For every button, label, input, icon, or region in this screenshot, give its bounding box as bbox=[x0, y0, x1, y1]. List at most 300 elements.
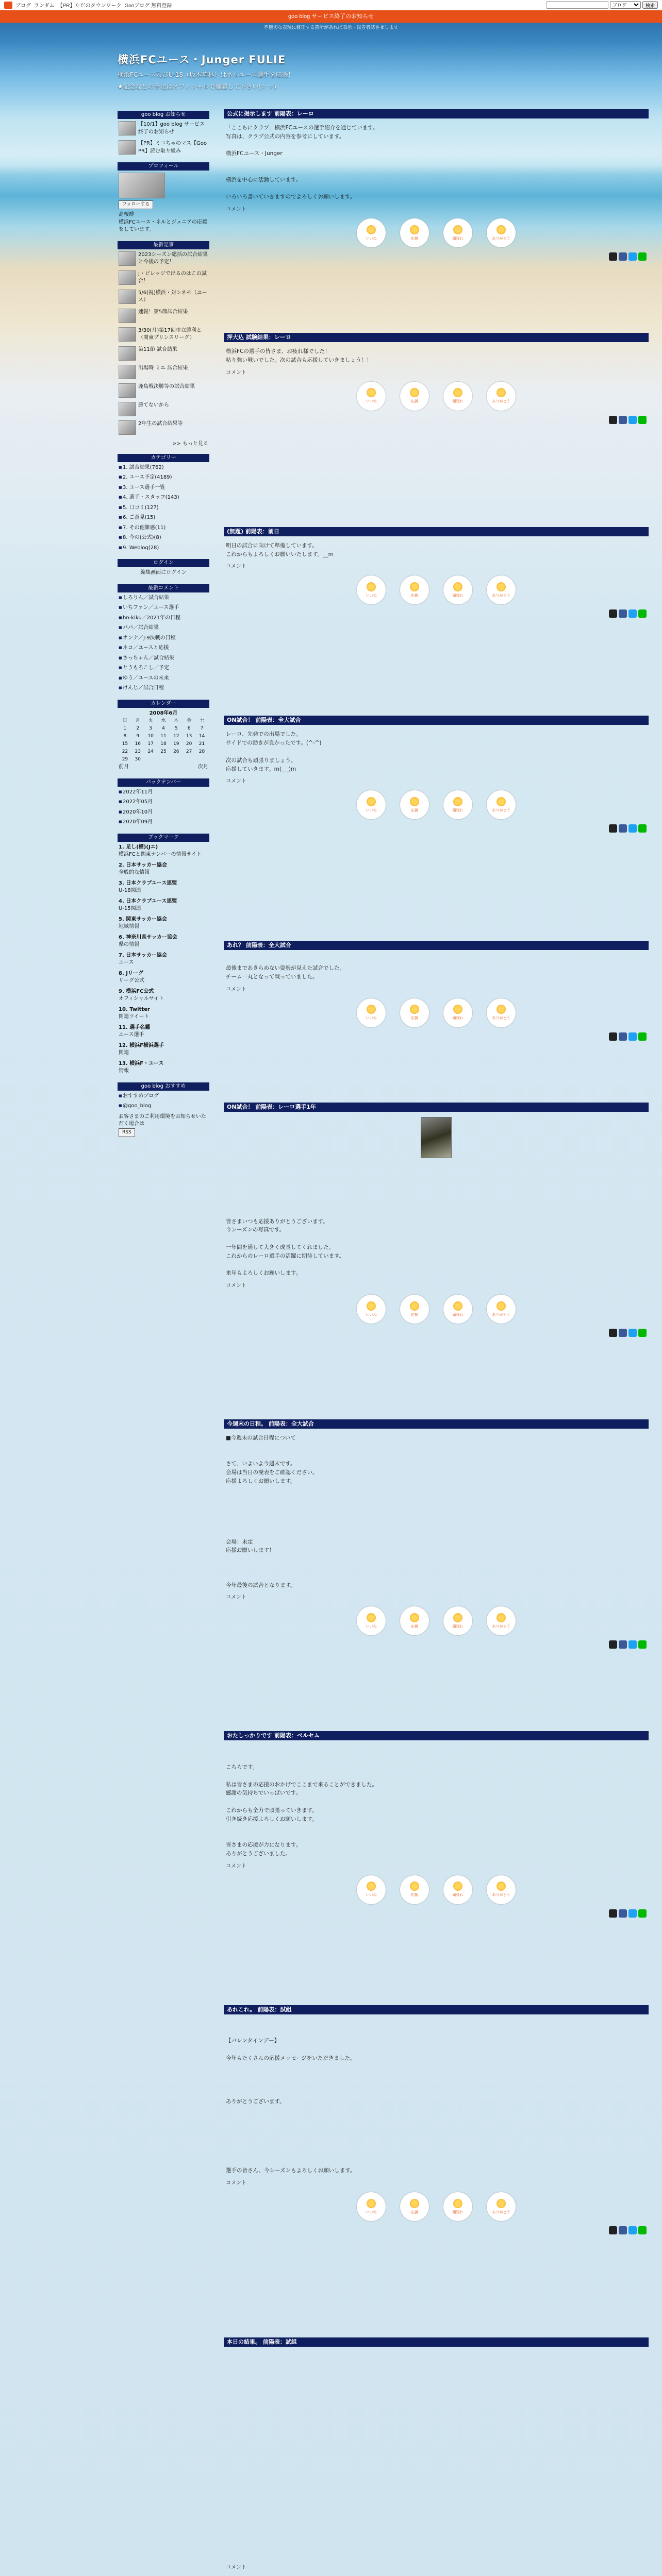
share-facebook-icon[interactable] bbox=[619, 609, 627, 618]
reaction-stamp[interactable] bbox=[400, 790, 429, 819]
reaction-stamp[interactable] bbox=[400, 1295, 429, 1324]
sidebar bbox=[118, 111, 209, 1144]
bookmark-link[interactable]: 7. 日本サッカー協会 bbox=[119, 952, 168, 958]
stamp-label: 応援 bbox=[411, 808, 418, 812]
calendar-day[interactable]: 1 bbox=[123, 726, 127, 732]
bookmark-item bbox=[119, 898, 208, 913]
stamp-icon bbox=[453, 2199, 462, 2208]
share-twitter-icon[interactable] bbox=[628, 609, 637, 618]
backnumber-item[interactable]: ■ 2020年09月 bbox=[119, 819, 208, 826]
entry-title[interactable]: (無題) 前陽表：前日 bbox=[224, 527, 649, 536]
calendar-day[interactable]: 22 bbox=[122, 749, 128, 755]
share-facebook-icon[interactable] bbox=[619, 824, 627, 833]
recent-post-item[interactable] bbox=[119, 402, 208, 416]
calendar-day bbox=[195, 756, 208, 764]
entry-body: 最後まであきらめない姿勢が見えた試合でした。 チーム一丸となって戦っていました。 bbox=[226, 965, 345, 980]
calendar-day[interactable]: 7 bbox=[200, 726, 204, 732]
share-twitter-icon[interactable] bbox=[628, 2226, 637, 2234]
calendar-prev[interactable]: 前月 bbox=[119, 764, 129, 770]
search-input[interactable] bbox=[547, 1, 608, 9]
calendar-day[interactable]: 21 bbox=[198, 741, 205, 747]
stamp-icon bbox=[496, 1005, 506, 1014]
news-thumbnail[interactable] bbox=[119, 140, 136, 155]
recent-post-title[interactable]: 出場時 ミエ 試合結果 bbox=[138, 365, 188, 371]
stamp-label: 応援 bbox=[411, 593, 418, 598]
reaction-stamp[interactable] bbox=[400, 218, 429, 247]
reaction-stamp[interactable] bbox=[487, 575, 516, 604]
calendar-day[interactable]: 16 bbox=[135, 741, 141, 747]
calendar-day[interactable]: 26 bbox=[173, 749, 179, 755]
share-facebook-icon[interactable] bbox=[619, 1032, 627, 1041]
stamp-icon bbox=[410, 1613, 419, 1622]
calendar-day bbox=[157, 756, 170, 764]
stamp-icon bbox=[367, 797, 376, 806]
stamp-icon bbox=[367, 388, 376, 397]
entry-body: 横浜FCの選手の皆さま、お疲れ様でした！ 粘り強い戦いでした。次の試合も応援していきましょう！！ bbox=[226, 348, 372, 363]
stamp-label: いいね bbox=[366, 1312, 377, 1317]
share-line-icon[interactable] bbox=[638, 2226, 647, 2234]
comment-item[interactable]: ■ さっちゃん／試合結果 bbox=[119, 655, 208, 663]
recent-post-thumbnail[interactable] bbox=[119, 402, 136, 416]
recent-post-item[interactable] bbox=[119, 251, 208, 266]
recent-post-thumbnail[interactable] bbox=[119, 251, 136, 266]
bookmark-link[interactable]: 9. 横浜FC公式 bbox=[119, 988, 154, 994]
entry-comment-link[interactable]: コメント bbox=[226, 2565, 246, 2571]
reaction-stamp[interactable] bbox=[487, 218, 516, 247]
stamp-label: 頑張れ bbox=[452, 1624, 464, 1629]
stamp-icon bbox=[453, 225, 462, 234]
stamp-icon bbox=[410, 797, 419, 806]
category-item[interactable]: ■ 2. ユース予定(4189) bbox=[119, 474, 208, 482]
topbar-link[interactable]: 【PR】ただのタウンワーク bbox=[57, 3, 122, 9]
recent-post-title[interactable]: 勝てないから bbox=[138, 402, 169, 408]
backnumber-item[interactable]: ■ 2022年05月 bbox=[119, 799, 208, 806]
reaction-stamp[interactable] bbox=[443, 998, 472, 1027]
reaction-stamp[interactable] bbox=[487, 790, 516, 819]
calendar-day[interactable]: 8 bbox=[123, 734, 127, 739]
stamp-label: 頑張れ bbox=[452, 236, 464, 241]
category-item[interactable]: ■ 6. ご意見(15) bbox=[119, 514, 208, 522]
calendar-day[interactable]: 19 bbox=[173, 741, 179, 747]
category-item[interactable]: ■ 5. 口コミ(127) bbox=[119, 504, 208, 512]
comment-item[interactable]: ■ しろりん／試合結果 bbox=[119, 595, 208, 602]
calendar-weekday: 金 bbox=[187, 718, 192, 724]
comment-item[interactable]: ■ とうもろこし／予定 bbox=[119, 665, 208, 672]
share-facebook-icon[interactable] bbox=[619, 1329, 627, 1337]
bookmark-link[interactable]: 13. 横浜F・ユース bbox=[119, 1060, 164, 1066]
reaction-stamp[interactable] bbox=[357, 1606, 386, 1635]
entry-comment-link[interactable]: コメント bbox=[226, 207, 246, 213]
recent-post-thumbnail[interactable] bbox=[119, 383, 136, 398]
reaction-stamp[interactable] bbox=[357, 2192, 386, 2221]
reaction-stamp[interactable] bbox=[400, 2192, 429, 2221]
share-x-icon[interactable] bbox=[609, 252, 617, 261]
entry-title[interactable]: 押大込 試験結果：レーロ bbox=[224, 333, 649, 342]
stamp-label: 応援 bbox=[411, 236, 418, 241]
calendar-day[interactable]: 18 bbox=[160, 741, 167, 747]
recent-post-title[interactable]: 3/30(月)第17回市立勝利と（関東プリンスリーグ） bbox=[138, 327, 202, 341]
stamp-icon bbox=[453, 388, 462, 397]
share-line-icon[interactable] bbox=[638, 252, 647, 261]
share-facebook-icon[interactable] bbox=[619, 252, 627, 261]
reaction-stamps bbox=[224, 575, 649, 604]
news-item[interactable] bbox=[119, 121, 208, 136]
entry-title[interactable]: おたしっかりです 前陽表：ベルセム bbox=[224, 1731, 649, 1740]
news-heading: goo blog お知らせ bbox=[118, 111, 209, 119]
share-x-icon[interactable] bbox=[609, 416, 617, 424]
follow-button[interactable]: フォローする bbox=[119, 200, 153, 209]
blog-entry bbox=[224, 1419, 649, 1649]
bookmark-link[interactable]: 6. 神奈川県サッカー協会 bbox=[119, 934, 178, 940]
comment-item[interactable]: ■ オンナ／J-9決戦の日程 bbox=[119, 635, 208, 642]
comments-heading: 最新コメント bbox=[118, 584, 209, 592]
share-buttons bbox=[226, 1640, 647, 1649]
profile-text: 横浜FCユース・ネルとジュニアの応援をしています。 bbox=[119, 219, 208, 233]
share-line-icon[interactable] bbox=[638, 1640, 647, 1649]
recent-post-title[interactable]: 2023シーズン総括の試合結果と今後の予定！ bbox=[138, 251, 208, 265]
category-item[interactable]: ■ 3. ユース選手一覧 bbox=[119, 484, 208, 492]
reaction-stamp[interactable] bbox=[357, 575, 386, 604]
share-line-icon[interactable] bbox=[638, 416, 647, 424]
entry-comment-link[interactable]: コメント bbox=[226, 778, 246, 785]
comment-item[interactable]: ■ パパ／試合結果 bbox=[119, 624, 208, 632]
reaction-stamp[interactable] bbox=[357, 382, 386, 411]
calendar-day[interactable]: 13 bbox=[186, 734, 192, 739]
recent-post-item[interactable] bbox=[119, 290, 208, 304]
reaction-stamps bbox=[224, 790, 649, 819]
stamp-icon bbox=[410, 388, 419, 397]
calendar-heading: カレンダー bbox=[118, 700, 209, 708]
reaction-stamp[interactable] bbox=[357, 1295, 386, 1324]
profile-name[interactable]: 高桜酢 bbox=[119, 212, 134, 218]
bookmark-item bbox=[119, 934, 208, 949]
share-facebook-icon[interactable] bbox=[619, 1640, 627, 1649]
entry-body: ■今週末の試合日程について さて、いよいよ今週末です。 会場は当日の発表をご確認ください。 応援よろしくお願いします。 会場：未定 応援お願いします！ 今年最後の試合となります。 bbox=[226, 1435, 318, 1588]
stamp-icon bbox=[410, 1301, 419, 1311]
bookmark-link[interactable]: 12. 横浜F横浜選手 bbox=[119, 1042, 164, 1048]
stamp-icon bbox=[410, 2199, 419, 2208]
login-link[interactable]: 編集画面にログイン bbox=[140, 570, 187, 576]
share-twitter-icon[interactable] bbox=[628, 252, 637, 261]
reaction-stamp[interactable] bbox=[443, 2192, 472, 2221]
recommend-link[interactable]: ■ おすすめブログ bbox=[119, 1093, 208, 1100]
search-button[interactable]: 検索 bbox=[642, 1, 658, 9]
recent-post-item[interactable] bbox=[119, 270, 208, 285]
bookmark-desc: U-15関連 bbox=[119, 906, 141, 912]
blog-title[interactable]: 横浜FCユース・Junger FULIE bbox=[118, 54, 286, 66]
bookmark-desc: 横浜FCと関東ナンバーの情報サイト bbox=[119, 852, 202, 858]
share-line-icon[interactable] bbox=[638, 609, 647, 618]
reaction-stamp[interactable] bbox=[357, 218, 386, 247]
recent-post-item[interactable] bbox=[119, 420, 208, 435]
blog-entry bbox=[224, 1103, 649, 1337]
calendar-day[interactable]: 4 bbox=[162, 726, 165, 732]
share-x-icon[interactable] bbox=[609, 1032, 617, 1041]
share-twitter-icon[interactable] bbox=[628, 416, 637, 424]
blog-subdescription: ★記念などの予定はオフィシャルで確認して下さい(☆ ☆) bbox=[118, 83, 276, 90]
recent-post-thumbnail[interactable] bbox=[119, 420, 136, 435]
share-x-icon[interactable] bbox=[609, 1329, 617, 1337]
comment-item[interactable]: ■ hn-kiku／2021年の日程 bbox=[119, 615, 208, 622]
entry-title[interactable]: 本日の結果。 前陽表：試組 bbox=[224, 2337, 649, 2347]
profile-image[interactable] bbox=[119, 173, 165, 198]
stamp-icon bbox=[453, 1301, 462, 1311]
recent-post-thumbnail[interactable] bbox=[119, 309, 136, 323]
reaction-stamp[interactable] bbox=[357, 1875, 386, 1904]
stamp-icon bbox=[453, 1613, 462, 1622]
stamp-label: 頑張れ bbox=[452, 1016, 464, 1021]
reaction-stamp[interactable] bbox=[443, 575, 472, 604]
bookmark-link[interactable]: 3. 日本クラブユース連盟 bbox=[119, 880, 177, 886]
bookmark-box bbox=[118, 834, 209, 1075]
entry-comment-link[interactable]: コメント bbox=[226, 1283, 246, 1289]
entry-title[interactable]: あれこれ。 前陽表：試組 bbox=[224, 2005, 649, 2014]
recent-post-item[interactable] bbox=[119, 309, 208, 323]
backnumber-item[interactable]: ■ 2020年10月 bbox=[119, 809, 208, 817]
share-x-icon[interactable] bbox=[609, 2226, 617, 2234]
reaction-stamp[interactable] bbox=[400, 1875, 429, 1904]
share-x-icon[interactable] bbox=[609, 609, 617, 618]
recommend-heading: goo blog おすすめ bbox=[118, 1082, 209, 1091]
reaction-stamp[interactable] bbox=[487, 998, 516, 1027]
bookmark-link[interactable]: 11. 選手名鑑 bbox=[119, 1024, 151, 1030]
bookmark-link[interactable]: 4. 日本クラブユース連盟 bbox=[119, 898, 177, 904]
reaction-stamp[interactable] bbox=[443, 1875, 472, 1904]
bookmark-desc: ユース bbox=[119, 960, 134, 966]
recent-post-title[interactable]: J・ビレッジで出るのはこの試合！ bbox=[138, 270, 207, 284]
blog-entry bbox=[224, 941, 649, 1040]
reaction-stamp[interactable] bbox=[400, 575, 429, 604]
bookmark-link[interactable]: 5. 関東サッカー協会 bbox=[119, 916, 168, 922]
stamp-label: ありがとう bbox=[492, 1624, 510, 1629]
share-x-icon[interactable] bbox=[609, 1640, 617, 1649]
reaction-stamp[interactable] bbox=[487, 1606, 516, 1635]
reaction-stamp[interactable] bbox=[443, 1606, 472, 1635]
share-buttons bbox=[226, 609, 647, 618]
recent-post-title[interactable]: 鹿島戦決勝等の試合結果 bbox=[138, 383, 195, 389]
entry-title[interactable]: あれ？ 前陽表：全大試合 bbox=[224, 941, 649, 950]
stamp-label: いいね bbox=[366, 808, 377, 812]
calendar-day[interactable]: 14 bbox=[198, 734, 205, 739]
recent-more-link[interactable]: >> もっと見る bbox=[172, 440, 208, 447]
recommend-link[interactable]: ■ @goo_blog bbox=[119, 1103, 208, 1110]
goo-logo[interactable] bbox=[4, 2, 12, 9]
share-twitter-icon[interactable] bbox=[628, 824, 637, 833]
calendar-day[interactable]: 15 bbox=[122, 741, 128, 747]
share-twitter-icon[interactable] bbox=[628, 1909, 637, 1918]
stamp-icon bbox=[496, 1301, 506, 1311]
bookmark-item bbox=[119, 1060, 208, 1075]
bookmark-link[interactable]: 8. Jリーグ bbox=[119, 970, 143, 976]
share-line-icon[interactable] bbox=[638, 1032, 647, 1041]
calendar-day[interactable]: 20 bbox=[186, 741, 192, 747]
recent-post-title[interactable]: 速報！第5節試合結果 bbox=[138, 309, 188, 315]
category-heading: カテゴリー bbox=[118, 454, 209, 462]
stamp-icon bbox=[496, 1882, 506, 1891]
recent-post-thumbnail[interactable] bbox=[119, 346, 136, 361]
stamp-label: ありがとう bbox=[492, 593, 510, 598]
reaction-stamp[interactable] bbox=[443, 218, 472, 247]
category-item[interactable]: ■ 9. Weblog(28) bbox=[119, 545, 208, 552]
search-scope-select[interactable] bbox=[610, 1, 641, 9]
category-item[interactable]: ■ 4. 選手・スタッフ(143) bbox=[119, 494, 208, 502]
share-twitter-icon[interactable] bbox=[628, 1640, 637, 1649]
share-twitter-icon[interactable] bbox=[628, 1032, 637, 1041]
calendar-day[interactable]: 5 bbox=[174, 726, 178, 732]
category-item[interactable]: ■ 1. 試合結果(762) bbox=[119, 464, 208, 472]
recent-posts-box bbox=[118, 241, 209, 447]
topbar-link[interactable]: ランダム bbox=[34, 3, 55, 9]
entry-title[interactable]: ON試合！ 前陽表：全大試合 bbox=[224, 716, 649, 725]
bookmark-link[interactable]: 2. 日本サッカー協会 bbox=[119, 862, 168, 868]
reaction-stamp[interactable] bbox=[400, 998, 429, 1027]
report-note: 不適切な表現に修正する箇所があれば表示・報告者誌させします bbox=[263, 25, 399, 30]
calendar-day[interactable]: 6 bbox=[187, 726, 191, 732]
reaction-stamp[interactable] bbox=[400, 1606, 429, 1635]
calendar-next[interactable]: 次月 bbox=[198, 764, 208, 770]
bookmark-desc: U-18関連 bbox=[119, 888, 141, 894]
entry-title[interactable]: 今週末の日程。 前陽表：全大試合 bbox=[224, 1419, 649, 1429]
category-item[interactable]: ■ 7. その他雑感(11) bbox=[119, 524, 208, 532]
stamp-icon bbox=[410, 582, 419, 591]
comment-item[interactable]: ■ けんじ／試合日程 bbox=[119, 685, 208, 692]
share-buttons bbox=[226, 824, 647, 833]
share-facebook-icon[interactable] bbox=[619, 2226, 627, 2234]
comment-item[interactable]: ■ ネコ／ユースと応援 bbox=[119, 645, 208, 652]
stamp-label: いいね bbox=[366, 1893, 377, 1897]
stamp-icon bbox=[367, 1613, 376, 1622]
stamp-label: いいね bbox=[366, 593, 377, 598]
reaction-stamps bbox=[224, 998, 649, 1027]
calendar-day[interactable]: 25 bbox=[160, 749, 167, 755]
entry-title[interactable]: 公式に掲示します 前陽表：レーロ bbox=[224, 109, 649, 118]
topbar-link[interactable]: ブログ bbox=[15, 3, 31, 9]
calendar-day[interactable]: 2 bbox=[136, 726, 140, 732]
reaction-stamps bbox=[224, 1606, 649, 1635]
reaction-stamp[interactable] bbox=[487, 2192, 516, 2221]
share-line-icon[interactable] bbox=[638, 824, 647, 833]
stamp-icon bbox=[367, 225, 376, 234]
share-facebook-icon[interactable] bbox=[619, 1909, 627, 1918]
banner-text[interactable]: goo blog サービス終了のお知らせ bbox=[288, 13, 374, 20]
news-item-text[interactable]: 【PR】ミコちゃのマス【Goo PR】読む取り組み bbox=[138, 141, 207, 154]
reaction-stamp[interactable] bbox=[487, 1295, 516, 1324]
bookmark-link[interactable]: 1. 足し(横)(Jエ) bbox=[119, 844, 158, 850]
stamp-label: ありがとう bbox=[492, 399, 510, 404]
recent-post-title[interactable]: 5/6(祝)横浜・対シネモ（ユース） bbox=[138, 290, 207, 303]
calendar-day[interactable]: 29 bbox=[122, 757, 128, 762]
share-twitter-icon[interactable] bbox=[628, 1329, 637, 1337]
recent-post-item[interactable] bbox=[119, 346, 208, 361]
reaction-stamp[interactable] bbox=[443, 790, 472, 819]
footer-note: お客さまのご利用環境をお知らせいただく場合は bbox=[119, 1113, 206, 1127]
reaction-stamp[interactable] bbox=[443, 1295, 472, 1324]
calendar-day[interactable]: 10 bbox=[147, 734, 154, 739]
calendar-weekday: 火 bbox=[148, 718, 153, 724]
calendar-day[interactable]: 12 bbox=[173, 734, 179, 739]
backnumber-item[interactable]: ■ 2022年11月 bbox=[119, 789, 208, 796]
share-line-icon[interactable] bbox=[638, 1909, 647, 1918]
category-item[interactable]: ■ 8. 今の(公式)(8) bbox=[119, 534, 208, 542]
calendar-day[interactable]: 24 bbox=[147, 749, 154, 755]
share-x-icon[interactable] bbox=[609, 1909, 617, 1918]
recent-post-thumbnail[interactable] bbox=[119, 270, 136, 285]
share-line-icon[interactable] bbox=[638, 1329, 647, 1337]
calendar-weekday: 月 bbox=[135, 718, 140, 724]
stamp-label: ありがとう bbox=[492, 808, 510, 812]
stamp-label: ありがとう bbox=[492, 236, 510, 241]
recent-post-title[interactable]: 第11節 試合結果 bbox=[138, 346, 177, 352]
reaction-stamp[interactable] bbox=[400, 382, 429, 411]
entry-comment-link[interactable]: コメント bbox=[226, 1863, 246, 1869]
news-thumbnail[interactable] bbox=[119, 121, 136, 135]
entry-comment-link[interactable]: コメント bbox=[226, 564, 246, 570]
calendar-day[interactable]: 23 bbox=[135, 749, 141, 755]
share-facebook-icon[interactable] bbox=[619, 416, 627, 424]
news-item[interactable] bbox=[119, 140, 208, 155]
stamp-label: いいね bbox=[366, 2210, 377, 2214]
entry-comment-link[interactable]: コメント bbox=[226, 986, 246, 992]
bookmark-item bbox=[119, 1006, 208, 1021]
recommend-box bbox=[118, 1082, 209, 1137]
reaction-stamp[interactable] bbox=[357, 998, 386, 1027]
share-x-icon[interactable] bbox=[609, 824, 617, 833]
stamp-icon bbox=[410, 225, 419, 234]
recent-post-thumbnail[interactable] bbox=[119, 290, 136, 304]
reaction-stamp[interactable] bbox=[487, 382, 516, 411]
recent-post-thumbnail[interactable] bbox=[119, 365, 136, 379]
reaction-stamp[interactable] bbox=[487, 1875, 516, 1904]
recent-post-title[interactable]: 2年生の試合結果等 bbox=[138, 420, 183, 427]
calendar-day[interactable]: 30 bbox=[135, 757, 141, 762]
calendar-day[interactable]: 3 bbox=[149, 726, 152, 732]
reaction-stamp[interactable] bbox=[357, 790, 386, 819]
share-buttons bbox=[226, 1909, 647, 1918]
recent-post-item[interactable] bbox=[119, 365, 208, 379]
bookmark-desc: 関連ツイート bbox=[119, 1014, 150, 1020]
calendar-day[interactable]: 11 bbox=[160, 734, 167, 739]
news-item-text[interactable]: 【10/1】goo blog サービス終了のお知らせ bbox=[138, 122, 205, 135]
recent-post-item[interactable] bbox=[119, 327, 208, 342]
stamp-icon bbox=[496, 797, 506, 806]
calendar-day[interactable]: 27 bbox=[186, 749, 192, 755]
calendar-day[interactable]: 9 bbox=[136, 734, 140, 739]
stamp-label: いいね bbox=[366, 1624, 377, 1629]
recent-post-item[interactable] bbox=[119, 383, 208, 398]
entry-comment-link[interactable]: コメント bbox=[226, 369, 246, 376]
comment-item[interactable]: ■ ゆう／ユースの未来 bbox=[119, 675, 208, 683]
topbar-link[interactable]: Gooブログ 無料登録 bbox=[124, 3, 172, 9]
service-notice-banner[interactable] bbox=[0, 10, 662, 23]
recent-post-thumbnail[interactable] bbox=[119, 327, 136, 342]
bookmark-link[interactable]: 10. Twitter bbox=[119, 1006, 150, 1012]
calendar-day[interactable]: 17 bbox=[147, 741, 154, 747]
stamp-icon bbox=[410, 1882, 419, 1891]
entry-photo[interactable] bbox=[421, 1117, 452, 1158]
share-buttons bbox=[226, 2226, 647, 2234]
entry-title[interactable]: ON試合！ 前陽表：レーロ選手1年 bbox=[224, 1103, 649, 1112]
comment-item[interactable]: ■ いちファン／ユース選手 bbox=[119, 604, 208, 612]
bookmark-item bbox=[119, 1042, 208, 1057]
calendar-day[interactable]: 28 bbox=[198, 749, 205, 755]
entry-comment-link[interactable]: コメント bbox=[226, 2180, 246, 2187]
rss-button[interactable]: RSS bbox=[119, 1128, 135, 1137]
entry-comment-link[interactable]: コメント bbox=[226, 1595, 246, 1601]
entry-body: 皆さまいつも応援ありがとうございます。 今シーズンの写真です。 一年間を通して大きく成長してくれました。 これからのレーロ選手の活躍に期待しています。 来年もよろしくお願いします。 bbox=[226, 1218, 345, 1277]
reaction-stamp[interactable] bbox=[443, 382, 472, 411]
stamp-icon bbox=[367, 2199, 376, 2208]
bookmark-desc: 情報 bbox=[119, 1068, 129, 1074]
